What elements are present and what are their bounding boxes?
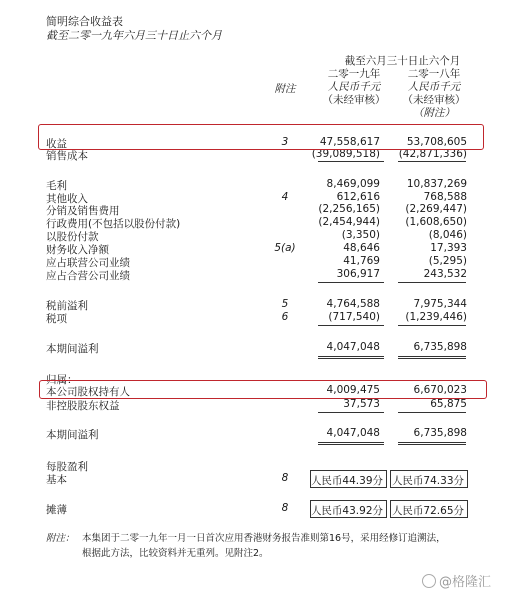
row-label: 归属： (46, 374, 78, 386)
row-note: 4 (281, 191, 289, 203)
col2-year: 二零一八年 (407, 68, 461, 80)
row-value-2019: 37,573 (343, 398, 380, 410)
row-value-2018: (8,046) (428, 229, 467, 241)
row-value-2018: 768,588 (423, 191, 467, 203)
row-note: 8 (281, 502, 289, 514)
row-label: 非控股股东权益 (46, 400, 120, 412)
col1-status: （未经审核） (322, 94, 386, 106)
row-finance-income (0, 242, 505, 255)
double-underline (398, 442, 466, 443)
row-tax (0, 311, 505, 324)
row-value-2018: 10,837,269 (406, 178, 467, 190)
row-value-2018: 7,975,344 (413, 298, 467, 310)
row-value-2019: 612,616 (336, 191, 380, 203)
row-label: 本公司股权持有人 (46, 386, 130, 398)
double-underline (398, 444, 466, 445)
footnote-line-2: 根据此方法，比较资料并无重列。见附注2。 (82, 548, 269, 559)
period-header: 截至六月三十日止六个月 (344, 55, 461, 67)
row-label: 本期间溢利 (46, 429, 99, 441)
row-label: 税前溢利 (46, 300, 88, 312)
underline (398, 325, 466, 326)
eps-diluted-2019-box (310, 500, 387, 518)
row-label: 以股份付款 (46, 231, 99, 243)
underline (318, 161, 384, 162)
col2-unit: 人民币千元 (407, 81, 461, 93)
double-underline (318, 358, 384, 359)
row-label: 毛利 (46, 180, 67, 192)
row-value-2019: (2,256,165) (318, 203, 380, 215)
row-value-2019: 47,558,617 (319, 136, 380, 148)
row-label: 财务收入净额 (46, 244, 109, 256)
row-label: 本期间溢利 (46, 343, 99, 355)
revenue-highlight-box (38, 124, 484, 150)
footnote (46, 531, 446, 561)
double-underline (398, 358, 466, 359)
owners-highlight-box (39, 380, 487, 399)
row-label: 每股盈利 (46, 461, 88, 473)
row-value-2019: (3,350) (341, 229, 380, 241)
row-gross-profit (0, 178, 505, 191)
row-note: 6 (281, 311, 289, 323)
watermark-logo-icon (422, 574, 436, 588)
row-value-2018: 65,875 (430, 398, 467, 410)
underline (318, 412, 384, 413)
double-underline (398, 356, 466, 357)
underline (398, 282, 466, 283)
row-value-2019: 41,769 (343, 255, 380, 267)
underline (318, 325, 384, 326)
col2-note: （附注） (413, 107, 455, 119)
row-nci (0, 398, 505, 411)
row-label: 其他收入 (46, 193, 88, 205)
row-value-2019: 48,646 (343, 242, 380, 254)
row-value-2018: (5,295) (428, 255, 467, 267)
row-label: 基本 (46, 474, 67, 486)
row-value-2018: (1,239,446) (405, 311, 467, 323)
eps-diluted-2019: 人民币43.92分 (310, 505, 383, 517)
row-value-2018: 6,670,023 (413, 384, 467, 396)
row-label: 分销及销售费用 (46, 205, 120, 217)
row-value-2018: (42,871,336) (398, 148, 467, 160)
row-value-2018: 17,393 (430, 242, 467, 254)
col1-year: 二零一九年 (327, 68, 381, 80)
row-value-2019: 4,009,475 (326, 384, 380, 396)
row-value-2018: 6,735,898 (413, 341, 467, 353)
row-value-2019: 4,047,048 (326, 341, 380, 353)
eps-diluted-2018: 人民币72.65分 (391, 505, 464, 517)
footnote-label: 附注： (46, 533, 75, 544)
eps-basic-2019: 人民币44.39分 (310, 475, 383, 487)
statement-title: 简明综合收益表 (46, 15, 123, 28)
row-value-2018: (2,269,447) (405, 203, 467, 215)
row-label: 行政费用(不包括以股份付款) (46, 218, 181, 230)
row-value-2018: 53,708,605 (406, 136, 467, 148)
row-label: 收益 (46, 138, 67, 150)
eps-basic-2019-box (310, 470, 387, 488)
row-note: 8 (281, 472, 289, 484)
eps-diluted-2018-box (390, 500, 468, 518)
row-value-2019: 306,917 (336, 268, 380, 280)
footnote-line-1: 本集团于二零一九年一月一日首次应用香港财务报告准则第16号，采用经修订追溯法， (82, 533, 446, 544)
col2-status: （未经审核） (402, 94, 466, 106)
statement-subtitle: 截至二零一九年六月三十日止六个月 (46, 29, 222, 42)
row-associates (0, 255, 505, 268)
double-underline (318, 442, 384, 443)
double-underline (318, 356, 384, 357)
row-note: 3 (281, 136, 289, 148)
row-label: 销售成本 (46, 150, 88, 162)
underline (318, 282, 384, 283)
row-value-2019: (39,089,518) (311, 148, 380, 160)
note-column-header: 附注 (274, 83, 296, 95)
row-pre-tax (0, 298, 505, 311)
double-underline (318, 444, 384, 445)
row-joint-ventures (0, 268, 505, 281)
watermark-text: @格隆汇 (438, 575, 491, 590)
row-value-2019: 4,047,048 (326, 427, 380, 439)
row-value-2019: (717,540) (328, 311, 380, 323)
row-period-profit (0, 341, 505, 354)
row-share-payment (0, 229, 505, 242)
eps-basic-2018: 人民币74.33分 (391, 475, 464, 487)
row-value-2019: (2,454,944) (318, 216, 380, 228)
row-period-profit-2 (0, 427, 505, 440)
row-note: 5(a) (274, 242, 296, 254)
row-value-2018: 6,735,898 (413, 427, 467, 439)
underline (398, 412, 466, 413)
row-value-2019: 8,469,099 (326, 178, 380, 190)
row-value-2018: (1,608,650) (405, 216, 467, 228)
row-label: 税项 (46, 313, 67, 325)
watermark (422, 571, 491, 590)
row-value-2019: 4,764,588 (326, 298, 380, 310)
row-note: 5 (281, 298, 289, 310)
row-value-2018: 243,532 (423, 268, 467, 280)
underline (398, 161, 466, 162)
row-label: 应占联营公司业绩 (46, 257, 130, 269)
row-distribution (0, 203, 505, 216)
row-admin (0, 216, 505, 229)
eps-basic-2018-box (390, 470, 468, 488)
row-label: 摊薄 (46, 504, 67, 516)
row-label: 应占合营公司业绩 (46, 270, 130, 282)
col1-unit: 人民币千元 (327, 81, 381, 93)
